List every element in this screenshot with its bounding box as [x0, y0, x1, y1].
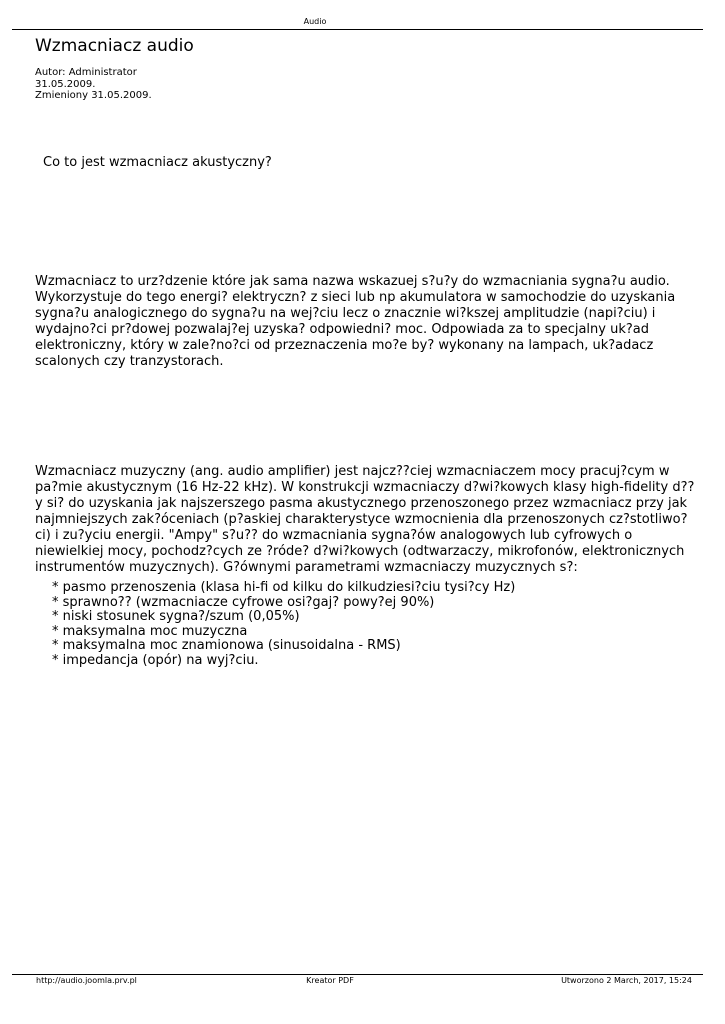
modified-date: Zmieniony 31.05.2009. — [35, 90, 152, 101]
list-item: * pasmo przenoszenia (klasa hi-fi od kilku do kilkudziesi?ciu tysi?cy Hz) — [52, 580, 516, 595]
list-item: * impedancja (opór) na wyj?ciu. — [52, 652, 259, 668]
header-divider — [12, 29, 703, 30]
footer-divider — [12, 974, 703, 975]
footer-generator: Kreator PDF — [306, 976, 354, 985]
paragraph-definition: Wzmacniacz to urz?dzenie które jak sama nazwa wskazuej s?u?y do wzmacniania sygna?u audio. Wykorzystuje do tego energi? elektryczn? z sieci lub np akumulatora w samochodzie do uzyskania sygna?u analogicznego do sygna?u na wej?ciu lecz o znacznie wi?kszej amplitudzie (napi?ciu) i wydajno?ci pr?dowej pozwalaj?ej uzyska? odpowiedni? moc. Odpowiada za to specjalny uk?ad elektroniczny, który w zale?no?ci od przeznaczenia mo?e by? wykonany na lampach, uk?adacz scalonych czy tranzystorach. — [35, 274, 676, 369]
list-item: * sprawno?? (wzmacniacze cyfrowe osi?gaj? powy?ej 90%) — [52, 594, 435, 610]
article-meta — [35, 67, 152, 102]
parameter-list — [52, 581, 515, 668]
publish-date: 31.05.2009. — [35, 78, 96, 90]
section-question: Co to jest wzmacniacz akustyczny? — [43, 155, 272, 170]
paragraph-music-amplifier: Wzmacniacz muzyczny (ang. audio amplifier) jest najcz??ciej wzmacniaczem mocy pracuj?cym w pa?mie akustycznym (16 Hz-22 kHz). W konstrukcji wzmacniaczy d?wi?kowych klasy high-fidelity d??y si? do uzyskania jak najszerszego pasma akustycznego przenoszonego przez wzmacniacz przy jak najmniejszych zak?óceniach (p?askiej charakterystyce wzmocnienia dla przenoszonych cz?stotliwo?ci) i zu?yciu energii. "Ampy" s?u?? do wzmacniania sygna?ów analogowych lub cyfrowych o niewielkiej mocy, pochodz?cych ze ?róde? d?wi?kowych (odtwarzaczy, mikrofonów, elektronicznych instrumentów muzycznych). G?ównymi parametrami wzmacniaczy muzycznych s?: — [35, 464, 695, 575]
author-line: Autor: Administrator — [35, 67, 137, 78]
list-item: * maksymalna moc muzyczna — [52, 623, 248, 639]
footer-created: Utworzono 2 March, 2017, 15:24 — [561, 976, 692, 985]
article-title: Wzmacniacz audio — [35, 36, 194, 56]
running-header: Audio — [303, 17, 327, 26]
list-item: * maksymalna moc znamionowa (sinusoidalna - RMS) — [52, 638, 401, 653]
footer-url: http://audio.joomla.prv.pl — [36, 976, 137, 985]
list-item: * niski stosunek sygna?/szum (0,05%) — [52, 609, 300, 624]
